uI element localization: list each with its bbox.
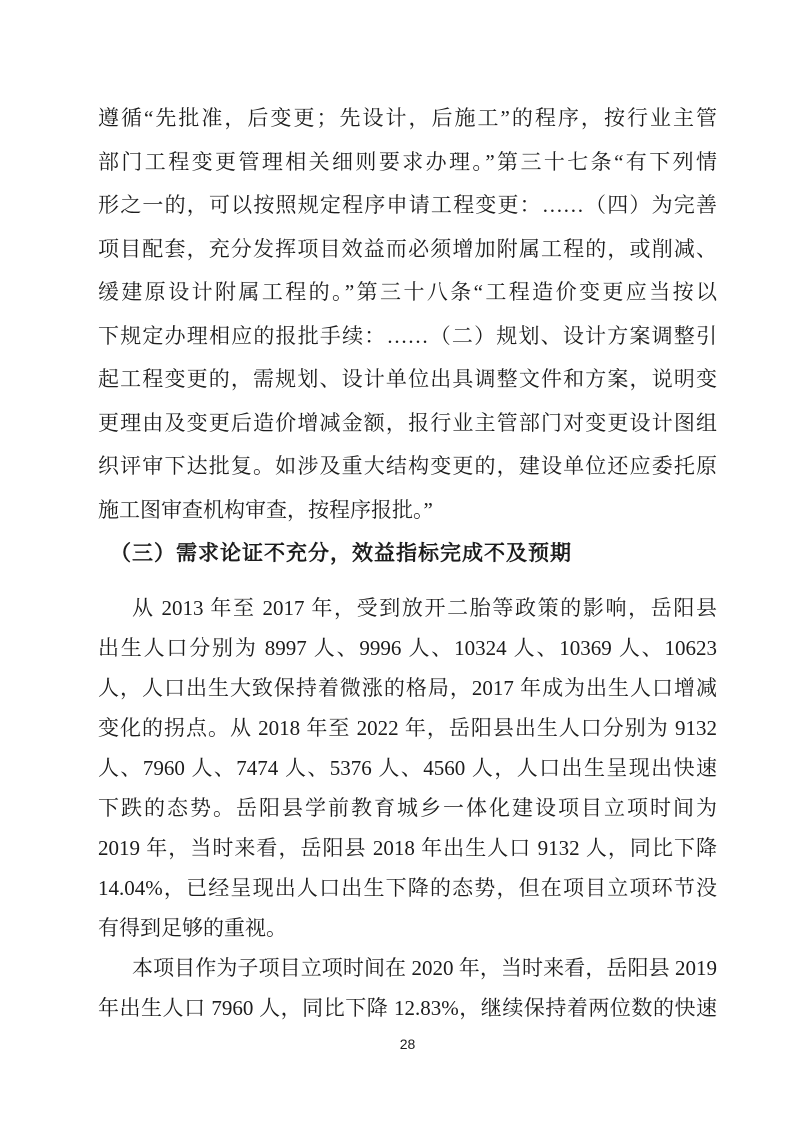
- text-line: 本项目作为子项目立项时间在 2020 年，当时来看，岳阳县 2019: [132, 955, 717, 980]
- text-line: 人、7960 人、7474 人、5376 人、4560 人，人口出生呈现出快速: [98, 755, 717, 780]
- text-line: 形之一的，可以按照规定程序申请工程变更：……（四）为完善: [98, 193, 717, 217]
- text-line: 年出生人口 7960 人，同比下降 12.83%，继续保持着两位数的快速: [98, 995, 717, 1020]
- paragraph-birth-population: [98, 588, 717, 948]
- text-line: 2019 年，当时来看，岳阳县 2018 年出生人口 9132 人，同比下降: [98, 835, 717, 860]
- page-number: 28: [399, 1036, 416, 1052]
- text-line: 出生人口分别为 8997 人、9996 人、10324 人、10369 人、10623: [98, 635, 717, 660]
- text-line: 更理由及变更后造价增减金额，报行业主管部门对变更设计图组: [98, 410, 717, 435]
- text-line: 项目配套，充分发挥项目效益而必须增加附属工程的，或削减、: [98, 236, 717, 261]
- text-line: 下规定办理相应的报批手续：……（二）规划、设计方案调整引: [98, 323, 717, 348]
- text-line: 从 2013 年至 2017 年，受到放开二胎等政策的影响，岳阳县: [132, 595, 717, 620]
- text-line: 14.04%，已经呈现出人口出生下降的态势，但在项目立项环节没: [98, 875, 717, 900]
- text-line: 起工程变更的，需规划、设计单位出具调整文件和方案，说明变: [98, 367, 717, 391]
- document-body: [98, 97, 717, 1028]
- text-line: 下跌的态势。岳阳县学前教育城乡一体化建设项目立项时间为: [98, 795, 717, 820]
- text-line: 人，人口出生大致保持着微涨的格局，2017 年成为出生人口增减: [98, 675, 717, 700]
- section-heading: （三）需求论证不充分，效益指标完成不及预期: [110, 541, 572, 565]
- text-line: 遵循“先批准，后变更；先设计，后施工”的程序，按行业主管: [98, 106, 717, 130]
- paragraph-subproject-approval: [98, 948, 717, 1028]
- paragraph-regulation-quote: [98, 97, 717, 532]
- text-line: 缓建原设计附属工程的。”第三十八条“工程造价变更应当按以: [98, 280, 717, 304]
- text-line: 部门工程变更管理相关细则要求办理。”第三十七条“有下列情: [98, 149, 717, 174]
- text-line: 施工图审查机构审查，按程序报批。”: [98, 497, 433, 522]
- text-line: 有得到足够的重视。: [98, 915, 287, 940]
- text-line: 织评审下达批复。如涉及重大结构变更的，建设单位还应委托原: [98, 454, 717, 478]
- text-line: 变化的拐点。从 2018 年至 2022 年，岳阳县出生人口分别为 9132: [98, 715, 717, 740]
